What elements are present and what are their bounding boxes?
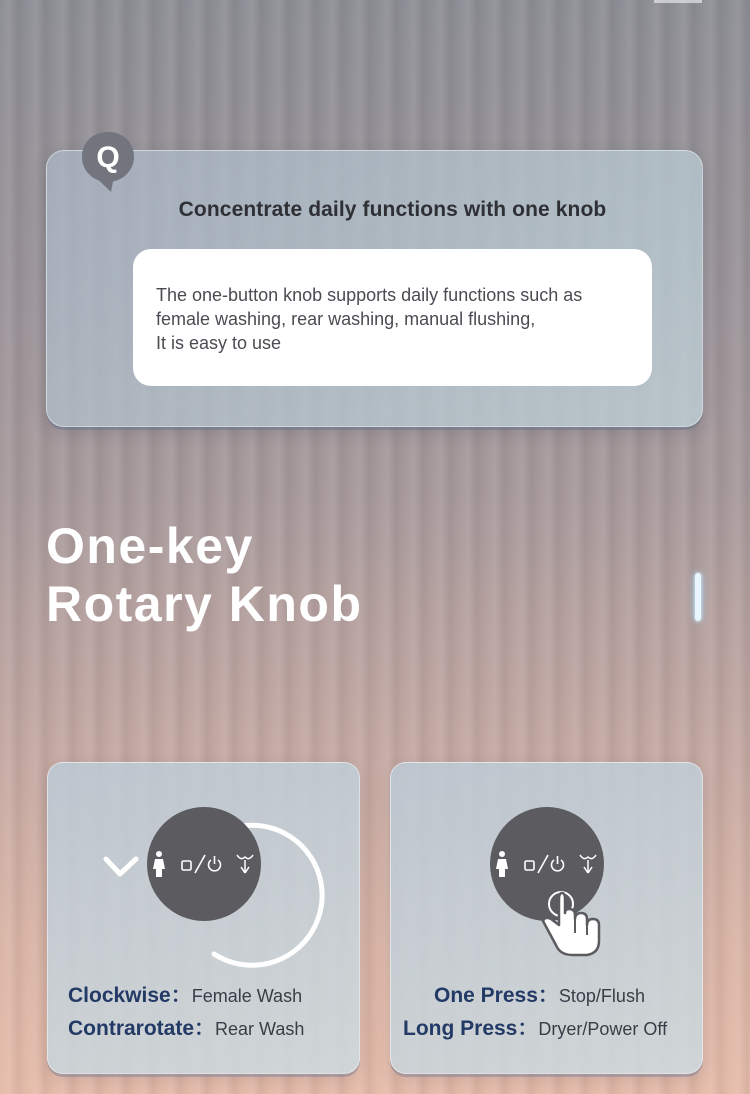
one-press-value: Stop/Flush [558, 986, 645, 1006]
press-card [390, 762, 703, 1074]
description-line: The one-button knob supports daily functions such as [156, 285, 583, 305]
contrarotate-label: Contrarotate： [68, 1017, 216, 1040]
headline-line-1: One-key [46, 518, 254, 574]
top-edge-line [654, 0, 702, 3]
contrarotate-line [68, 1012, 304, 1042]
long-press-line [403, 1012, 667, 1042]
rotate-card [47, 762, 360, 1074]
clockwise-value: Female Wash [191, 986, 303, 1006]
contrarotate-value: Rear Wash [215, 1019, 305, 1039]
description-line: female washing, rear washing, manual flushing, [156, 309, 536, 329]
one-press-line [434, 979, 645, 1009]
glow-indicator [695, 573, 701, 621]
clockwise-line [68, 979, 302, 1009]
q-badge-icon [80, 130, 136, 194]
headline [46, 517, 363, 633]
q-badge-letter: Q [96, 141, 120, 174]
long-press-value: Dryer/Power Off [538, 1019, 668, 1039]
question-title: Concentrate daily functions with one knob [178, 198, 607, 221]
long-press-label: Long Press： [403, 1017, 539, 1040]
one-press-label: One Press： [434, 984, 559, 1007]
description-line: It is easy to use [156, 333, 282, 353]
question-description-box [133, 249, 652, 386]
headline-line-2: Rotary Knob [46, 576, 363, 632]
clockwise-label: Clockwise： [68, 984, 192, 1007]
